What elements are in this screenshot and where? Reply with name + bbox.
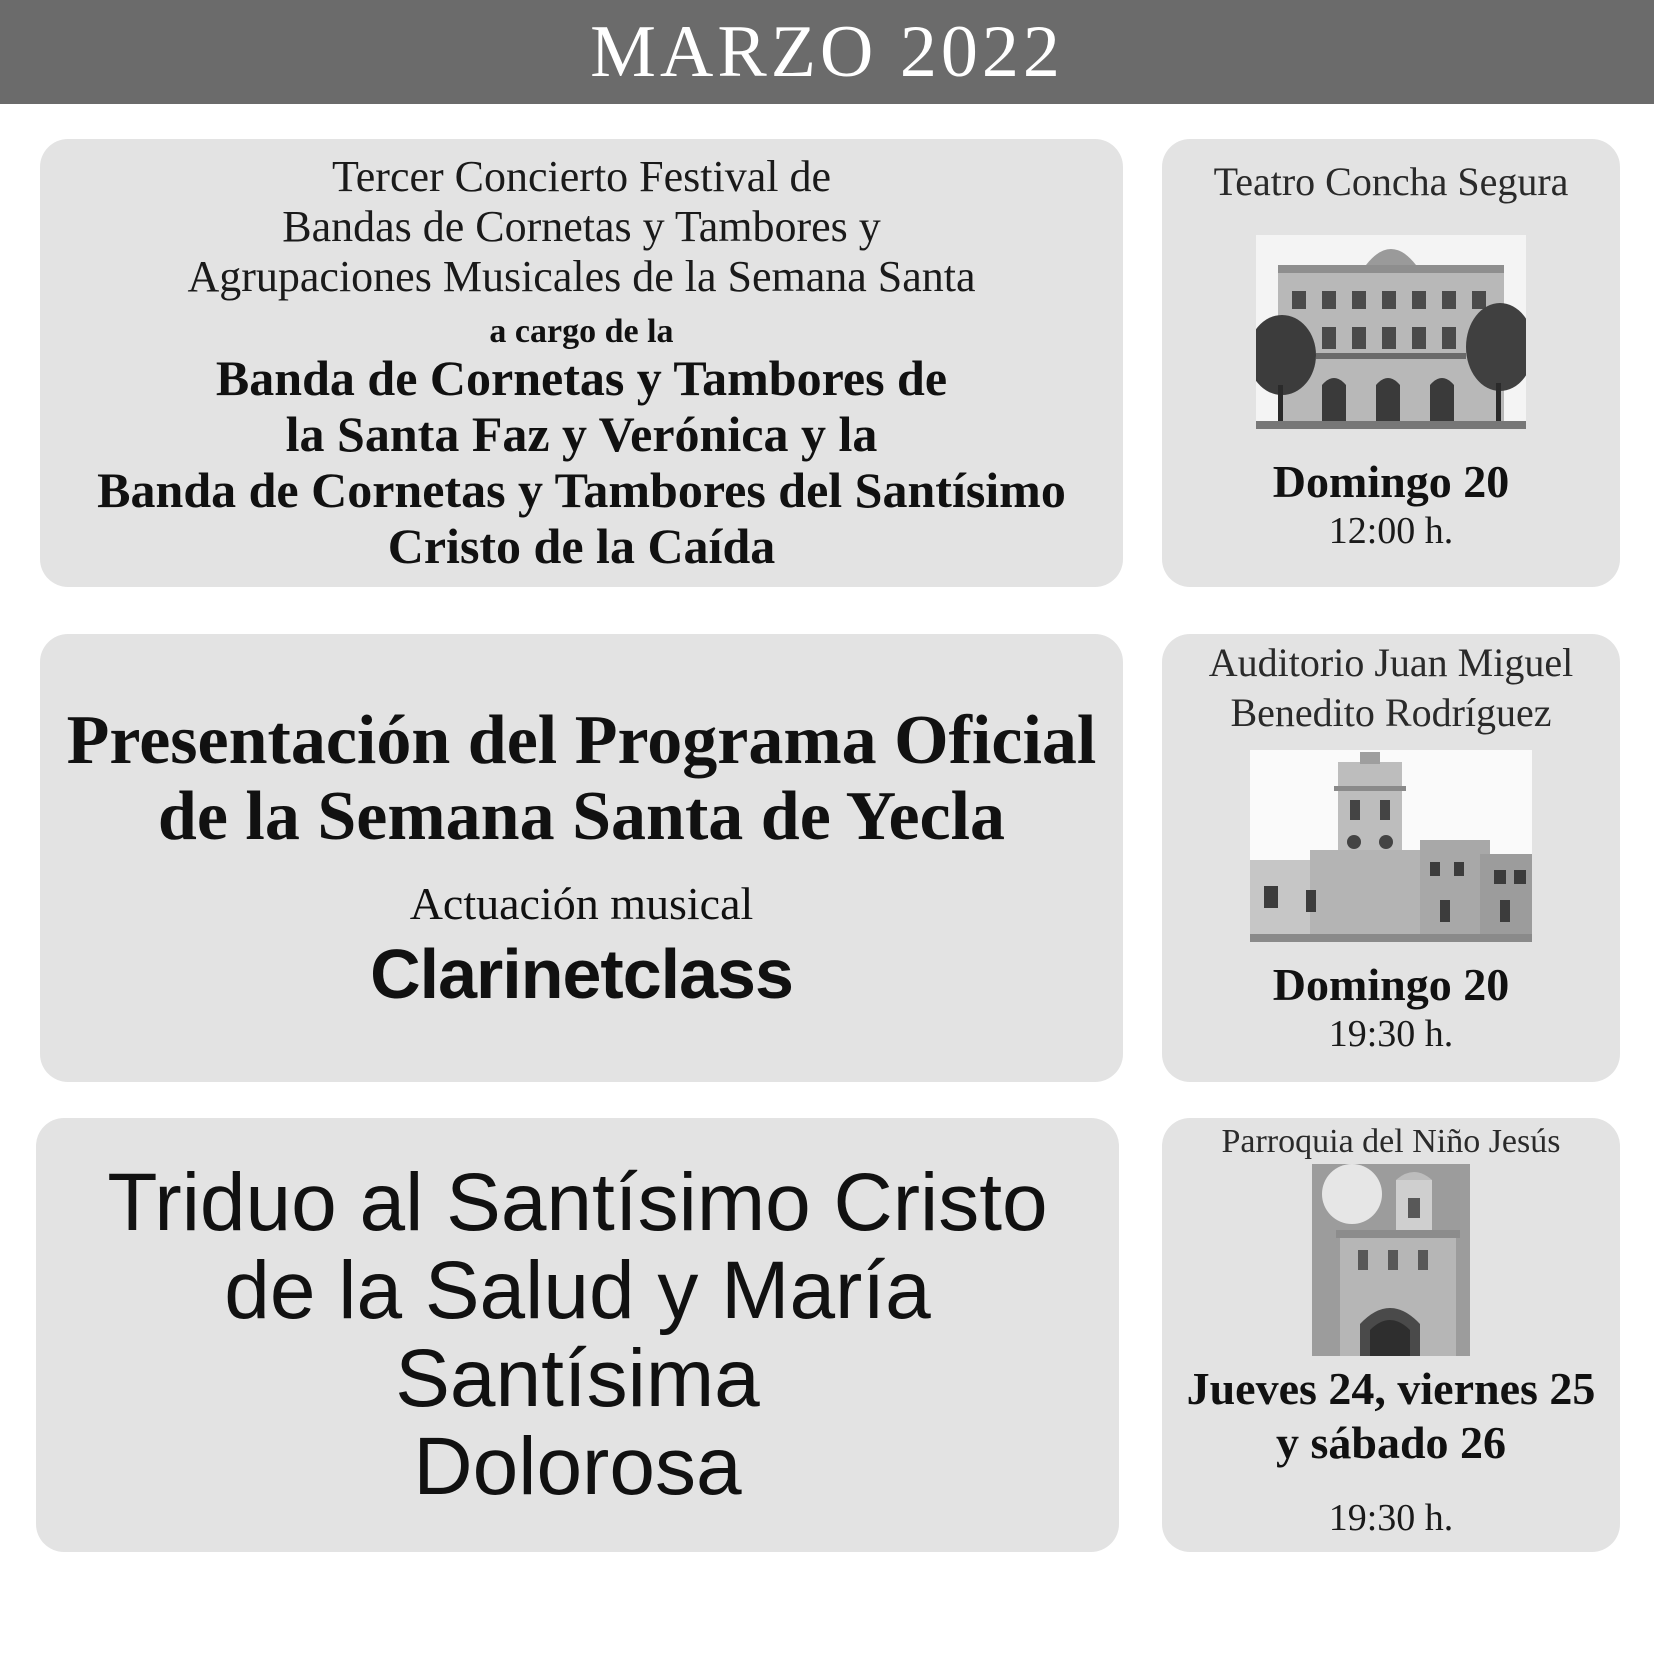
musical-act-name: Clarinetclass [370, 934, 793, 1013]
month-title: MARZO 2022 [590, 10, 1064, 93]
triduo-title [36, 1159, 1119, 1511]
musical-act-label: Actuación musical [409, 877, 754, 929]
event-time: 12:00 h. [1328, 510, 1454, 552]
band-line: Banda de Cornetas y Tambores del Santísimo [97, 462, 1066, 518]
concert-intro [187, 152, 975, 302]
venue-name: Parroquia del Niño Jesús [1221, 1123, 1561, 1160]
venue-name-line: Auditorio Juan Miguel [1208, 640, 1574, 685]
event-concert-venue-panel [1162, 139, 1620, 587]
triduo-title-line: Triduo al Santísimo Cristo [107, 1157, 1048, 1248]
triduo-title-line: Dolorosa [413, 1421, 742, 1512]
auditorium-photo [1250, 750, 1532, 942]
venue-name-line: Benedito Rodríguez [1230, 690, 1552, 735]
event-dates [1187, 1362, 1596, 1470]
event-presentation-venue-panel [1162, 634, 1620, 1082]
event-time: 19:30 h. [1328, 1013, 1454, 1055]
venue-name: Teatro Concha Segura [1213, 159, 1569, 204]
concert-cargo: a cargo de la [489, 313, 674, 350]
event-date-line: y sábado 26 [1275, 1417, 1507, 1468]
band-line: Cristo de la Caída [387, 518, 776, 574]
concert-intro-line: Agrupaciones Musicales de la Semana Santa [187, 252, 976, 301]
theatre-photo [1256, 235, 1526, 429]
venue-name [1209, 638, 1573, 738]
event-date-line: Jueves 24, viernes 25 [1186, 1363, 1596, 1414]
concert-intro-line: Tercer Concierto Festival de [331, 152, 832, 201]
event-date: Domingo 20 [1272, 456, 1510, 507]
event-date: Domingo 20 [1272, 959, 1510, 1010]
event-time: 19:30 h. [1328, 1497, 1454, 1539]
concert-bands [97, 350, 1066, 574]
band-line: la Santa Faz y Verónica y la [285, 406, 878, 462]
month-header [0, 0, 1654, 104]
presentation-title [67, 703, 1097, 855]
triduo-title-line: de la Salud y María Santísima [224, 1245, 931, 1424]
presentation-title-line: de la Semana Santa de Yecla [157, 777, 1006, 855]
church-photo [1312, 1164, 1470, 1356]
event-triduo-panel [36, 1118, 1119, 1552]
concert-intro-line: Bandas de Cornetas y Tambores y [282, 202, 881, 251]
presentation-title-line: Presentación del Programa Oficial [66, 701, 1097, 779]
band-line: Banda de Cornetas y Tambores de [215, 350, 948, 406]
event-presentation-panel [40, 634, 1123, 1082]
event-concert-panel [40, 139, 1123, 587]
event-triduo-venue-panel [1162, 1118, 1620, 1552]
